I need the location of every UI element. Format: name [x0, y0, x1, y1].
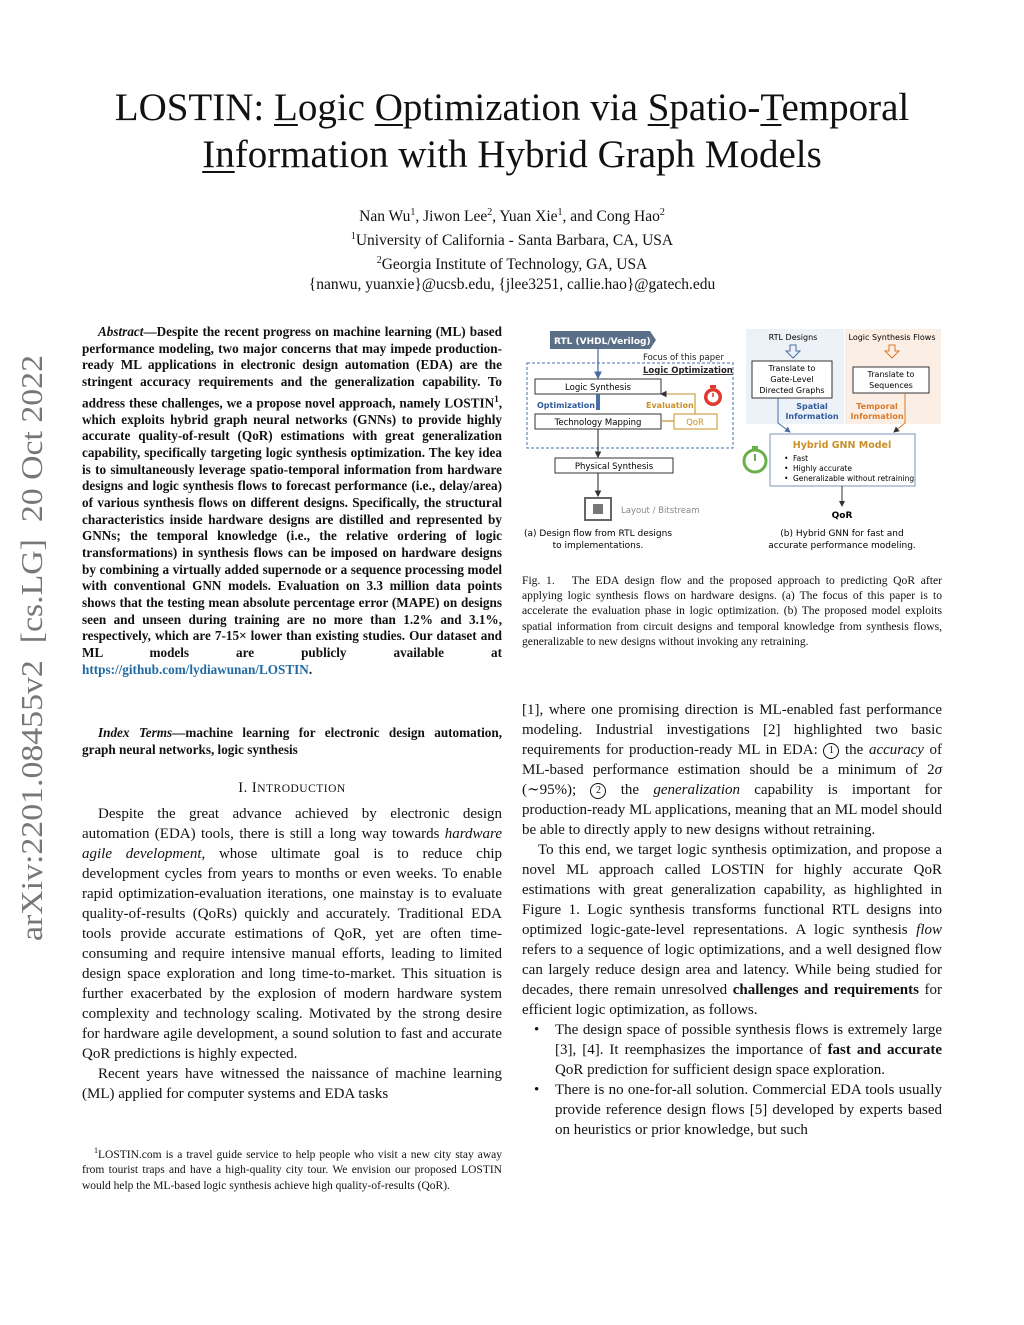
arxiv-stamp [12, 355, 48, 945]
author-block [40, 203, 984, 295]
translate2-l2: Sequences [869, 381, 913, 390]
author-emails: {nanwu, yuanxie}@ucsb.edu, {jlee3251, callie.hao}@gatech.edu [308, 276, 716, 294]
abstract: Abstract—Despite the recent progress on machine learning (ML) based performance modeling, two major concerns that may impede production-ready ML applications in electronic design automation (EDA) are the stringent accuracy requirements and the generalization capability. To address these challenges, we a propose novel approach, namely LOSTIN$^1$, which exploits hybrid graph neural networks (GNNs) to provide highly accurate quality-of-result (QoR) estimations with great generalization capability, specifically targeting logic synthesis optimization. The key idea is to simultaneously leverage spatio-temporal information from hardware designs and logic synthesis flows to forecast performance (i.e., delay/area) of various synthesis flows on different designs. Specifically, the structural characteristics inside hardware designs are distilled and represented by GNNs; the temporal knowledge (i.e., the relative ordering of logic transformations) in synthesis flows can be imposed on hardware designs by combining a virtually added supernode or a sequence processing model with conventional GNN models. Evaluation on 3.3 million data points shows that the testing mean absolute percentage error (MAPE) on designs seen and unseen during training are no more than 1.2% and 3.1%, respectively, which are 7-15× lower than existing studies. Our dataset and ML models are publicly available at https://github.com/lydiawunan/LOSTIN. [82, 324, 502, 677]
ls-flows-label: Logic Synthesis Flows [848, 333, 936, 342]
focus-label: Focus of this paper [643, 353, 724, 363]
caption-b-line2: accurate performance modeling. [768, 541, 916, 551]
right-para-2: To this end, we target logic synthesis optimization, and propose a novel ML approach called LOSTIN for highly accurate QoR estimations with great generalization capability, as highlighted in Figure 1. Logic synthesis transforms functional RTL designs into optimized logic-gate-level representations. A logic synthesis flow refers to a sequence of logic optimizations, and a well designed flow can largely reduce design area and latency. While being studied for decades, there remain unresolved challenges and requirements for efficient logic optimization, as follows. [522, 842, 942, 1018]
caption-a-line2: to implementations. [552, 541, 644, 551]
circled-2: 2 [590, 783, 606, 799]
qor-output: QoR [831, 511, 853, 521]
intro-para-1: Despite the great advance achieved by electronic design automation (EDA) tools, there is still a long way towards hardware agile development, whose ultimate goal is to reduce chip development cycles from years to months or even weeks. To enable rapid optimization-evaluation iterations, one mainstay is to evaluate quality-of-results (QoRs) quickly and accurately. Traditional EDA tools provide accurate estimations of QoR, yet are often time-consuming and require intensive manual efforts, leading to limited design space exploration and long time-to-market. This situation is further exacerbated by the explosion of modern hardware system complexity and technology scaling. Motivated by the strong desire for hardware agile development, a sound solution to fast and accurate QoR predictions is highly expected. [82, 806, 502, 1062]
arxiv-id: arXiv:2201.08455v2 [cs.LG] 20 Oct 2022 [15, 412, 48, 941]
gnn-bullet-2: • [784, 464, 789, 473]
tech-mapping-label: Technology Mapping [554, 418, 642, 428]
author-names: Nan Wu$^1$, Jiwon Lee$^2$, Yuan Xie$^1$, and Cong Hao$^2$ [359, 207, 665, 226]
evaluation-label: Evaluation [646, 401, 694, 410]
affiliation-2: $^2$Georgia Institute of Technology, GA, USA [376, 255, 648, 274]
gnn-bullet-1: • [784, 454, 789, 463]
footnote: $^1$LOSTIN.com is a travel guide service to help people who visit a new city stay away from tourist traps and have a high-quality city tour. We envision our proposed LOSTIN would help the ML-based logic synthesis achieve high quality-of-results (QoR). [82, 1146, 502, 1192]
qor-eval-label: QoR [686, 418, 704, 428]
spatial-l1: Spatial [796, 402, 828, 411]
intro-left [82, 804, 502, 1104]
translate1-l3: Directed Graphs [759, 386, 825, 395]
index-terms: Index Terms—machine learning for electronic design automation, graph neural networks, logic synthesis [82, 725, 503, 757]
gnn-bullet-3: • [784, 474, 789, 483]
gnn-bullet-1-text: Fast [793, 454, 809, 463]
challenge-list [522, 1020, 942, 1140]
translate1-l1: Translate to [768, 364, 816, 373]
affiliation-1: $^1$University of California - Santa Barbara, CA, USA [350, 231, 674, 250]
figure-1 [522, 326, 952, 561]
gnn-title: Hybrid GNN Model [792, 440, 892, 451]
rtl-box-label: RTL (VHDL/Verilog) [554, 337, 651, 347]
right-para-1: [1], where one promising direction is ML-enabled fast performance modeling. Industrial investigations [2] highlighted two basic requirements for production-ready ML in EDA: 1 the accuracy of ML-based performance estimation should be a minimum of 2σ (∼95%); 2 the generalization capability is important for production-ready ML applications, meaning that an ML model should be able to directly apply to new designs without retraining. [522, 702, 943, 838]
logic-opt-label: Logic Optimization [643, 366, 733, 376]
physical-synthesis-label: Physical Synthesis [574, 462, 654, 472]
temporal-l2: Information [850, 412, 904, 421]
list-item: • There is no one-for-all solution. Commercial EDA tools usually provide reference design flows [5] developed by experts based on heuristics or prior knowledge, but such [522, 1080, 942, 1140]
translate1-l2: Gate-Level [770, 375, 814, 384]
github-link[interactable]: https://github.com/lydiawunan/LOSTIN [82, 661, 309, 677]
temporal-l1: Temporal [856, 402, 898, 411]
layout-label: Layout / Bitstream [621, 506, 700, 516]
intro-right [522, 700, 942, 1140]
gnn-bullet-3-text: Generalizable without retraining [793, 474, 915, 483]
figure-caption: Fig. 1. The EDA design flow and the proposed approach to predicting QoR after applying logic synthesis flows on hardware designs. (a) The focus of this paper is to accelerate the evaluation phase in logic optimization. (b) The proposed model exploits spatial information from circuit designs and temporal knowledge from synthesis flows, generalizable to new designs without invoking any retraining. [522, 574, 942, 648]
section-heading: I. INTRODUCTION [238, 780, 346, 796]
rtl-designs-label: RTL Designs [768, 333, 818, 342]
optimization-label: Optimization [537, 401, 595, 410]
spatial-l2: Information [785, 412, 839, 421]
figure-1-diagram [522, 326, 952, 561]
intro-para-2: Recent years have witnessed the naissance of machine learning (ML) applied for computer systems and EDA tasks [82, 1066, 502, 1102]
circled-1: 1 [823, 743, 839, 759]
paper-title: LOSTIN: Logic Optimization via Spatio-Temporal Information with Hybrid Graph Models [114, 86, 910, 176]
list-item: • The design space of possible synthesis flows is extremely large [3], [4]. It reemphasizes the importance of fast and accurate QoR prediction for sufficient design space exploration. [522, 1020, 942, 1080]
translate2-l1: Translate to [867, 370, 915, 379]
caption-a-line1: (a) Design flow from RTL designs [523, 529, 673, 539]
logic-synthesis-label: Logic Synthesis [565, 383, 631, 393]
caption-b-line1: (b) Hybrid GNN for fast and [780, 529, 904, 539]
arxiv-stamp-svg [12, 355, 48, 945]
gnn-bullet-2-text: Highly accurate [793, 464, 852, 473]
